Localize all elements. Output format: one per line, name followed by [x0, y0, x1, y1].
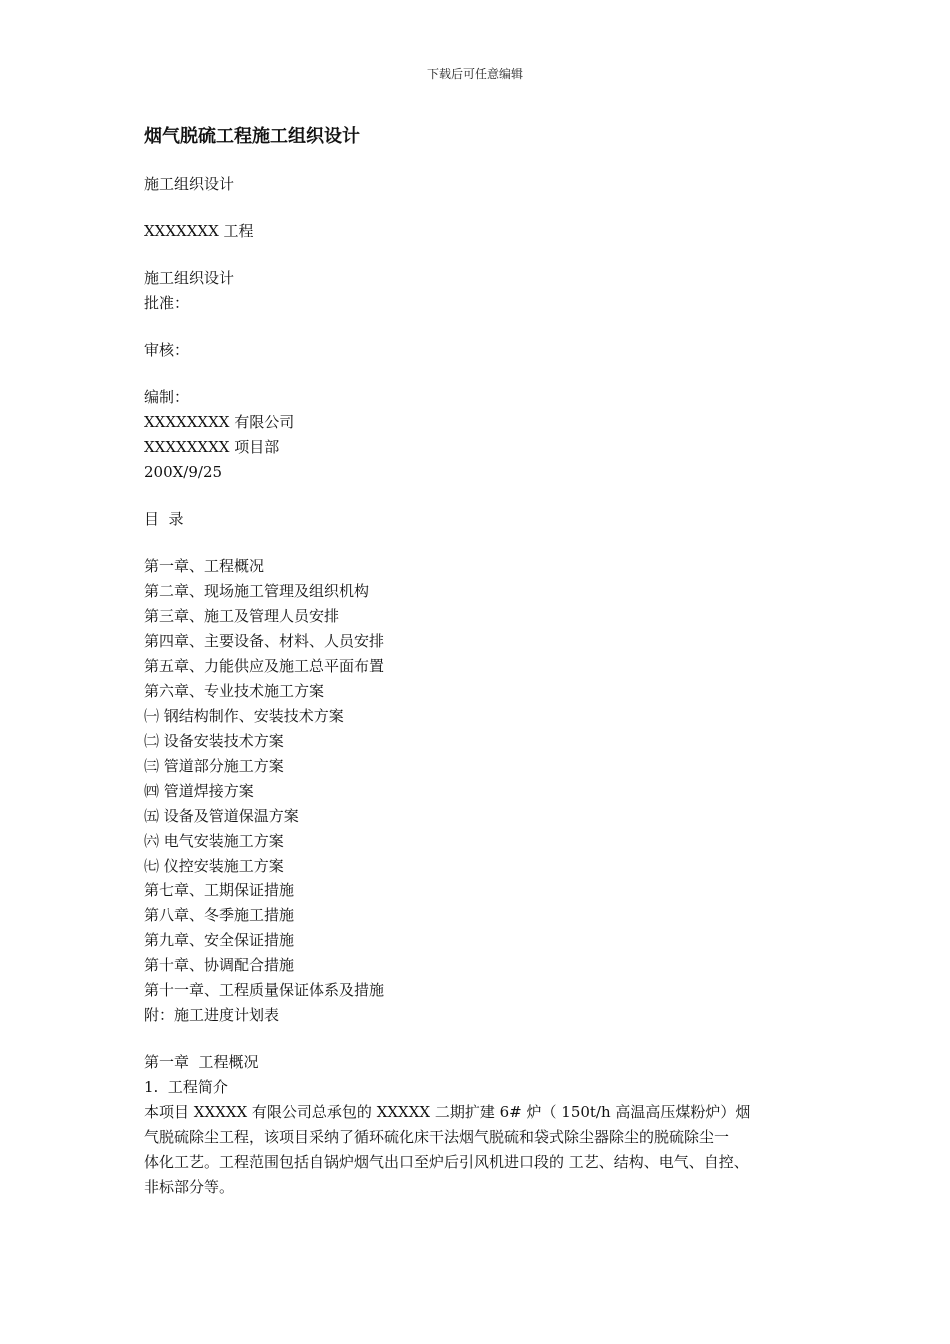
toc-subitem: ㈠ 钢结构制作、安装技术方案: [144, 707, 344, 725]
paragraph-line: 本项目 XXXXX 有限公司总承包的 XXXXX 二期扩建 6# 炉（ 150t/h 高温高压煤粉炉）烟: [144, 1103, 751, 1121]
toc-subitem: ㈤ 设备及管道保温方案: [144, 807, 299, 825]
toc-item: 第九章、安全保证措施: [144, 931, 295, 949]
cover-approve-label: 批准：: [144, 294, 190, 312]
page-header-note: 下载后可任意编辑: [426, 67, 523, 81]
section-heading: 1. 工程简介: [144, 1078, 228, 1096]
toc-item: 第十一章、工程质量保证体系及措施: [144, 981, 385, 999]
toc-item: 第二章、现场施工管理及组织机构: [144, 582, 370, 600]
cover-project: XXXXXXX 工程: [144, 222, 254, 240]
toc-subitem: ㈦ 仪控安装施工方案: [144, 857, 284, 875]
paragraph-line: 非标部分等。: [144, 1178, 235, 1196]
paragraph-line: 气脱硫除尘工程，该项目采纳了循环硫化床干法烟气脱硫和袋式除尘器除尘的脱硫除尘一: [144, 1128, 730, 1146]
toc-item: 第十章、协调配合措施: [144, 956, 295, 974]
document-title: 烟气脱硫工程施工组织设计: [144, 126, 360, 147]
paragraph-line: 体化工艺。工程范围包括自锅炉烟气出口至炉后引风机进口段的 工艺、结构、电气、自控、: [144, 1153, 749, 1171]
toc-item: 第八章、冬季施工措施: [144, 906, 295, 924]
toc-item: 第三章、施工及管理人员安排: [144, 607, 340, 625]
toc-item: 第六章、专业技术施工方案: [144, 682, 325, 700]
toc-subitem: ㈢ 管道部分施工方案: [144, 757, 284, 775]
toc-item: 第七章、工期保证措施: [144, 881, 295, 899]
cover-compile-label: 编制：: [144, 388, 190, 406]
toc-subitem: ㈣ 管道焊接方案: [144, 782, 254, 800]
toc-item: 第五章、力能供应及施工总平面布置: [144, 657, 385, 675]
toc-subitem: ㈥ 电气安装施工方案: [144, 832, 284, 850]
cover-review-label: 审核：: [144, 341, 190, 359]
toc-appendix: 附：施工进度计划表: [144, 1006, 280, 1024]
cover-subtitle-2: 施工组织设计: [144, 269, 235, 287]
cover-company: XXXXXXXX 有限公司: [144, 413, 295, 431]
toc-item: 第四章、主要设备、材料、人员安排: [144, 632, 385, 650]
chapter-heading: 第一章 工程概况: [144, 1053, 259, 1071]
cover-subtitle: 施工组织设计: [144, 175, 235, 193]
toc-heading: 目 录: [144, 510, 184, 528]
cover-department: XXXXXXXX 项目部: [144, 438, 280, 456]
cover-date: 200X/9/25: [144, 463, 223, 481]
toc-item: 第一章、工程概况: [144, 557, 265, 575]
toc-subitem: ㈡ 设备安装技术方案: [144, 732, 284, 750]
